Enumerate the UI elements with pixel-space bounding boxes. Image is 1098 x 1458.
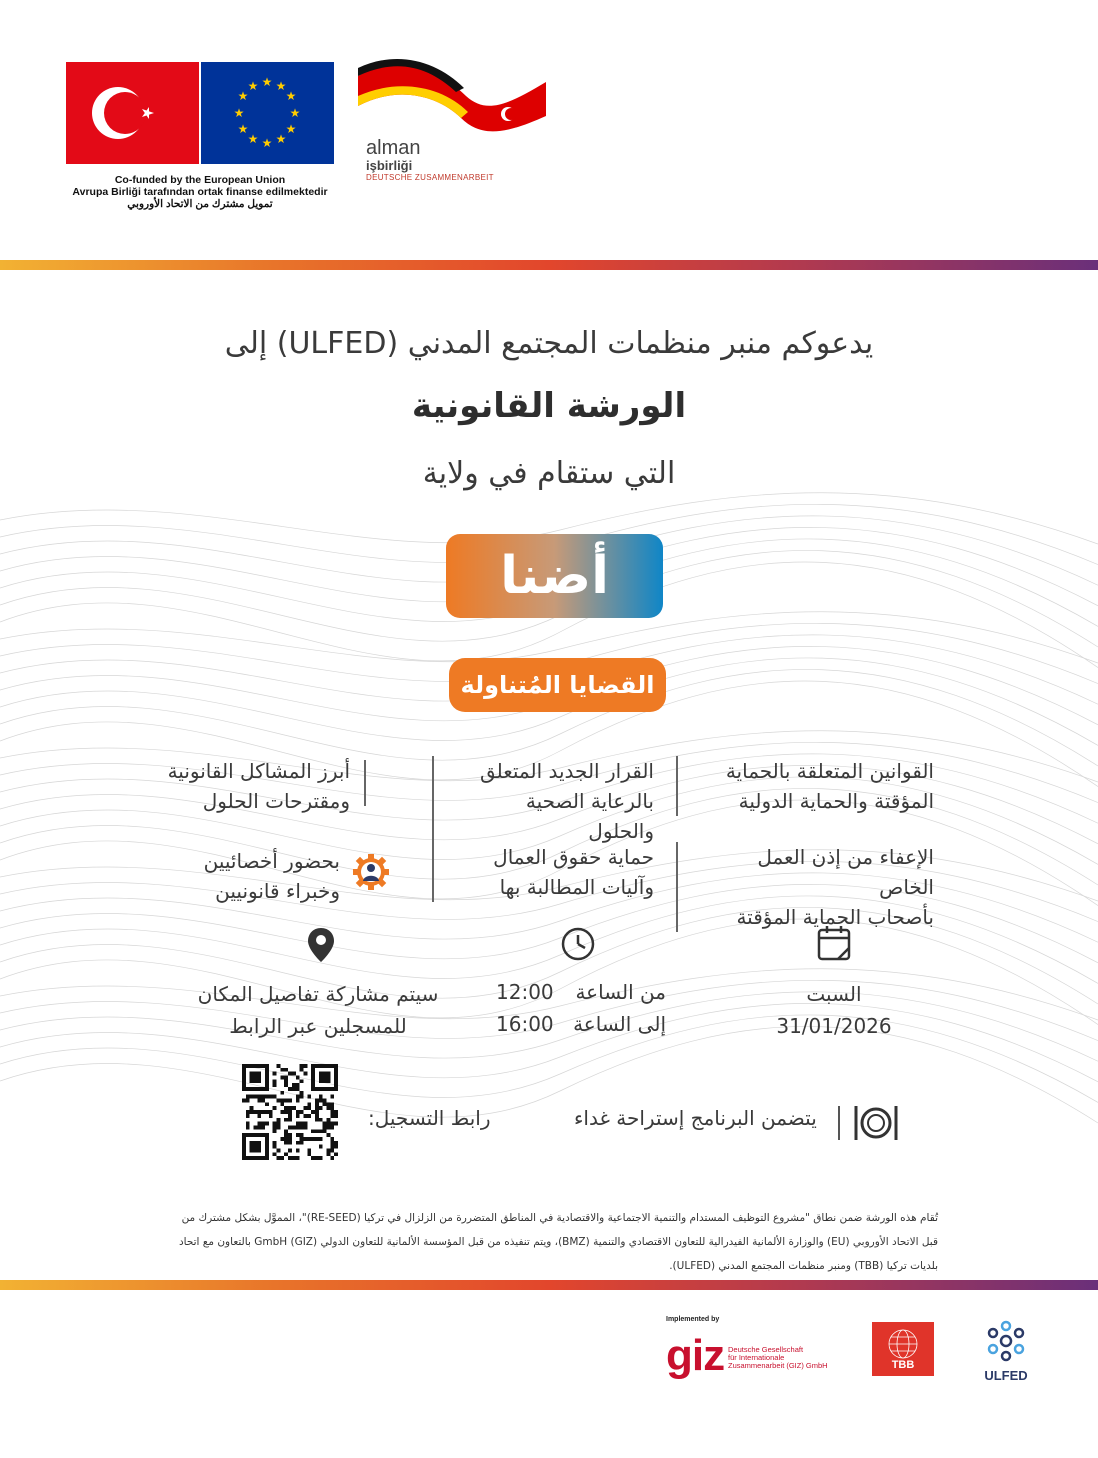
giz-full-name: Deutsche Gesellschaft für Internationale Zusammenarbeit (GIZ) GmbH	[728, 1345, 828, 1370]
svg-text:★: ★	[233, 106, 245, 120]
workshop-title: الورشة القانونية	[411, 386, 687, 426]
eu-flag-icon	[201, 62, 334, 164]
invitation-line: يدعوكم منبر منظمات المجتمع المدني (ULFED) إلى	[224, 326, 874, 361]
topic-item: القرار الجديد المتعلق بالرعاية الصحية والحلول	[432, 756, 654, 846]
expert-gear-icon	[352, 852, 390, 892]
city-name: أضنا	[500, 546, 609, 606]
location-pin-icon	[306, 926, 336, 964]
ulfed-emblem-icon	[976, 1318, 1036, 1364]
event-time: من الساعة 12:00 إلى الساعة 16:00	[496, 980, 666, 1036]
top-gradient-divider	[0, 260, 1098, 270]
province-intro: التي ستقام في ولاية	[422, 456, 676, 491]
alman-isbirligi-logo: alman işbirliği DEUTSCHE ZUSAMMENARBEIT	[356, 56, 556, 182]
venue-note: سيتم مشاركة تفاصيل المكان للمسجلين عبر الرابط	[197, 982, 439, 1038]
clock-icon	[560, 926, 596, 962]
svg-text:★: ★	[261, 75, 273, 89]
turkey-flag-icon	[66, 62, 199, 164]
ulfed-logo: ULFED	[976, 1318, 1036, 1383]
event-date: السبت 31/01/2026	[776, 982, 892, 1038]
svg-text:★: ★	[289, 106, 301, 120]
lunch-note: يتضمن البرنامج إستراحة غداء	[574, 1106, 817, 1130]
lunch-divider	[838, 1106, 840, 1140]
topic-item: القوانين المتعلقة بالحماية المؤقتة والحماية الدولية	[676, 756, 934, 816]
svg-text:★: ★	[247, 132, 259, 146]
dining-icon	[852, 1104, 900, 1142]
german-turkish-ribbon-icon	[356, 56, 552, 132]
svg-text:★: ★	[275, 132, 287, 146]
topic-item: حماية حقوق العمال وآليات المطالبة بها	[432, 842, 654, 902]
calendar-icon	[816, 924, 852, 962]
implemented-by-label: Implemented by	[666, 1316, 720, 1323]
giz-logo: giz	[666, 1331, 725, 1380]
topics-label-pill: القضايا المُتناولة	[449, 658, 666, 712]
wave-line	[0, 1026, 1098, 1123]
svg-text:★: ★	[247, 79, 259, 93]
project-disclaimer: تُقام هذه الورشة ضمن نطاق "مشروع التوظيف المستدام والتنمية الاجتماعية والاقتصادية في المناطق المتضررة من الزلزال في تركيا (RE-SEED)"، المموَّل بشكل مشترك من قبل الاتحاد الأوروبي (EU) والوزارة الألمانية الفيدرالية للتعاون الاقتصادي والتنمية (BMZ)، ويتم تنفيذه من قبل المؤسسة الألمانية للتعاون الدولي GmbH (GIZ) بالتعاون مع اتحاد بلديات تركيا (TBB) ومنبر منظمات المجتمع المدني (ULFED).	[178, 1212, 938, 1272]
bottom-gradient-divider	[0, 1280, 1098, 1290]
svg-text:TBB: TBB	[891, 1359, 915, 1371]
svg-text:★: ★	[275, 79, 287, 93]
experts-note: بحضور أخصائيين وخبراء قانونيين	[203, 849, 340, 903]
svg-text:★: ★	[285, 89, 297, 103]
topic-item: الإعفاء من إذن العمل الخاص بأصحاب الحماية المؤقتة	[676, 842, 934, 932]
svg-text:★: ★	[237, 89, 249, 103]
topic-divider	[364, 760, 366, 806]
svg-text:★: ★	[237, 122, 249, 136]
tbb-logo	[872, 1322, 934, 1376]
registration-link-label: رابط التسجيل:	[368, 1106, 491, 1130]
cofund-caption: Co-funded by the European Union Avrupa Birliği tarafından ortak finanse edilmektedir تمويل مشترك من الاتحاد الأوروبي	[72, 174, 328, 210]
eu-cofunding-logo	[66, 62, 334, 210]
city-badge	[446, 534, 663, 618]
topic-item: أبرز المشاكل القانونية ومقترحات الحلول	[167, 759, 350, 813]
registration-qr-code[interactable]	[242, 1064, 338, 1160]
svg-text:★: ★	[261, 136, 273, 150]
svg-text:★: ★	[285, 122, 297, 136]
